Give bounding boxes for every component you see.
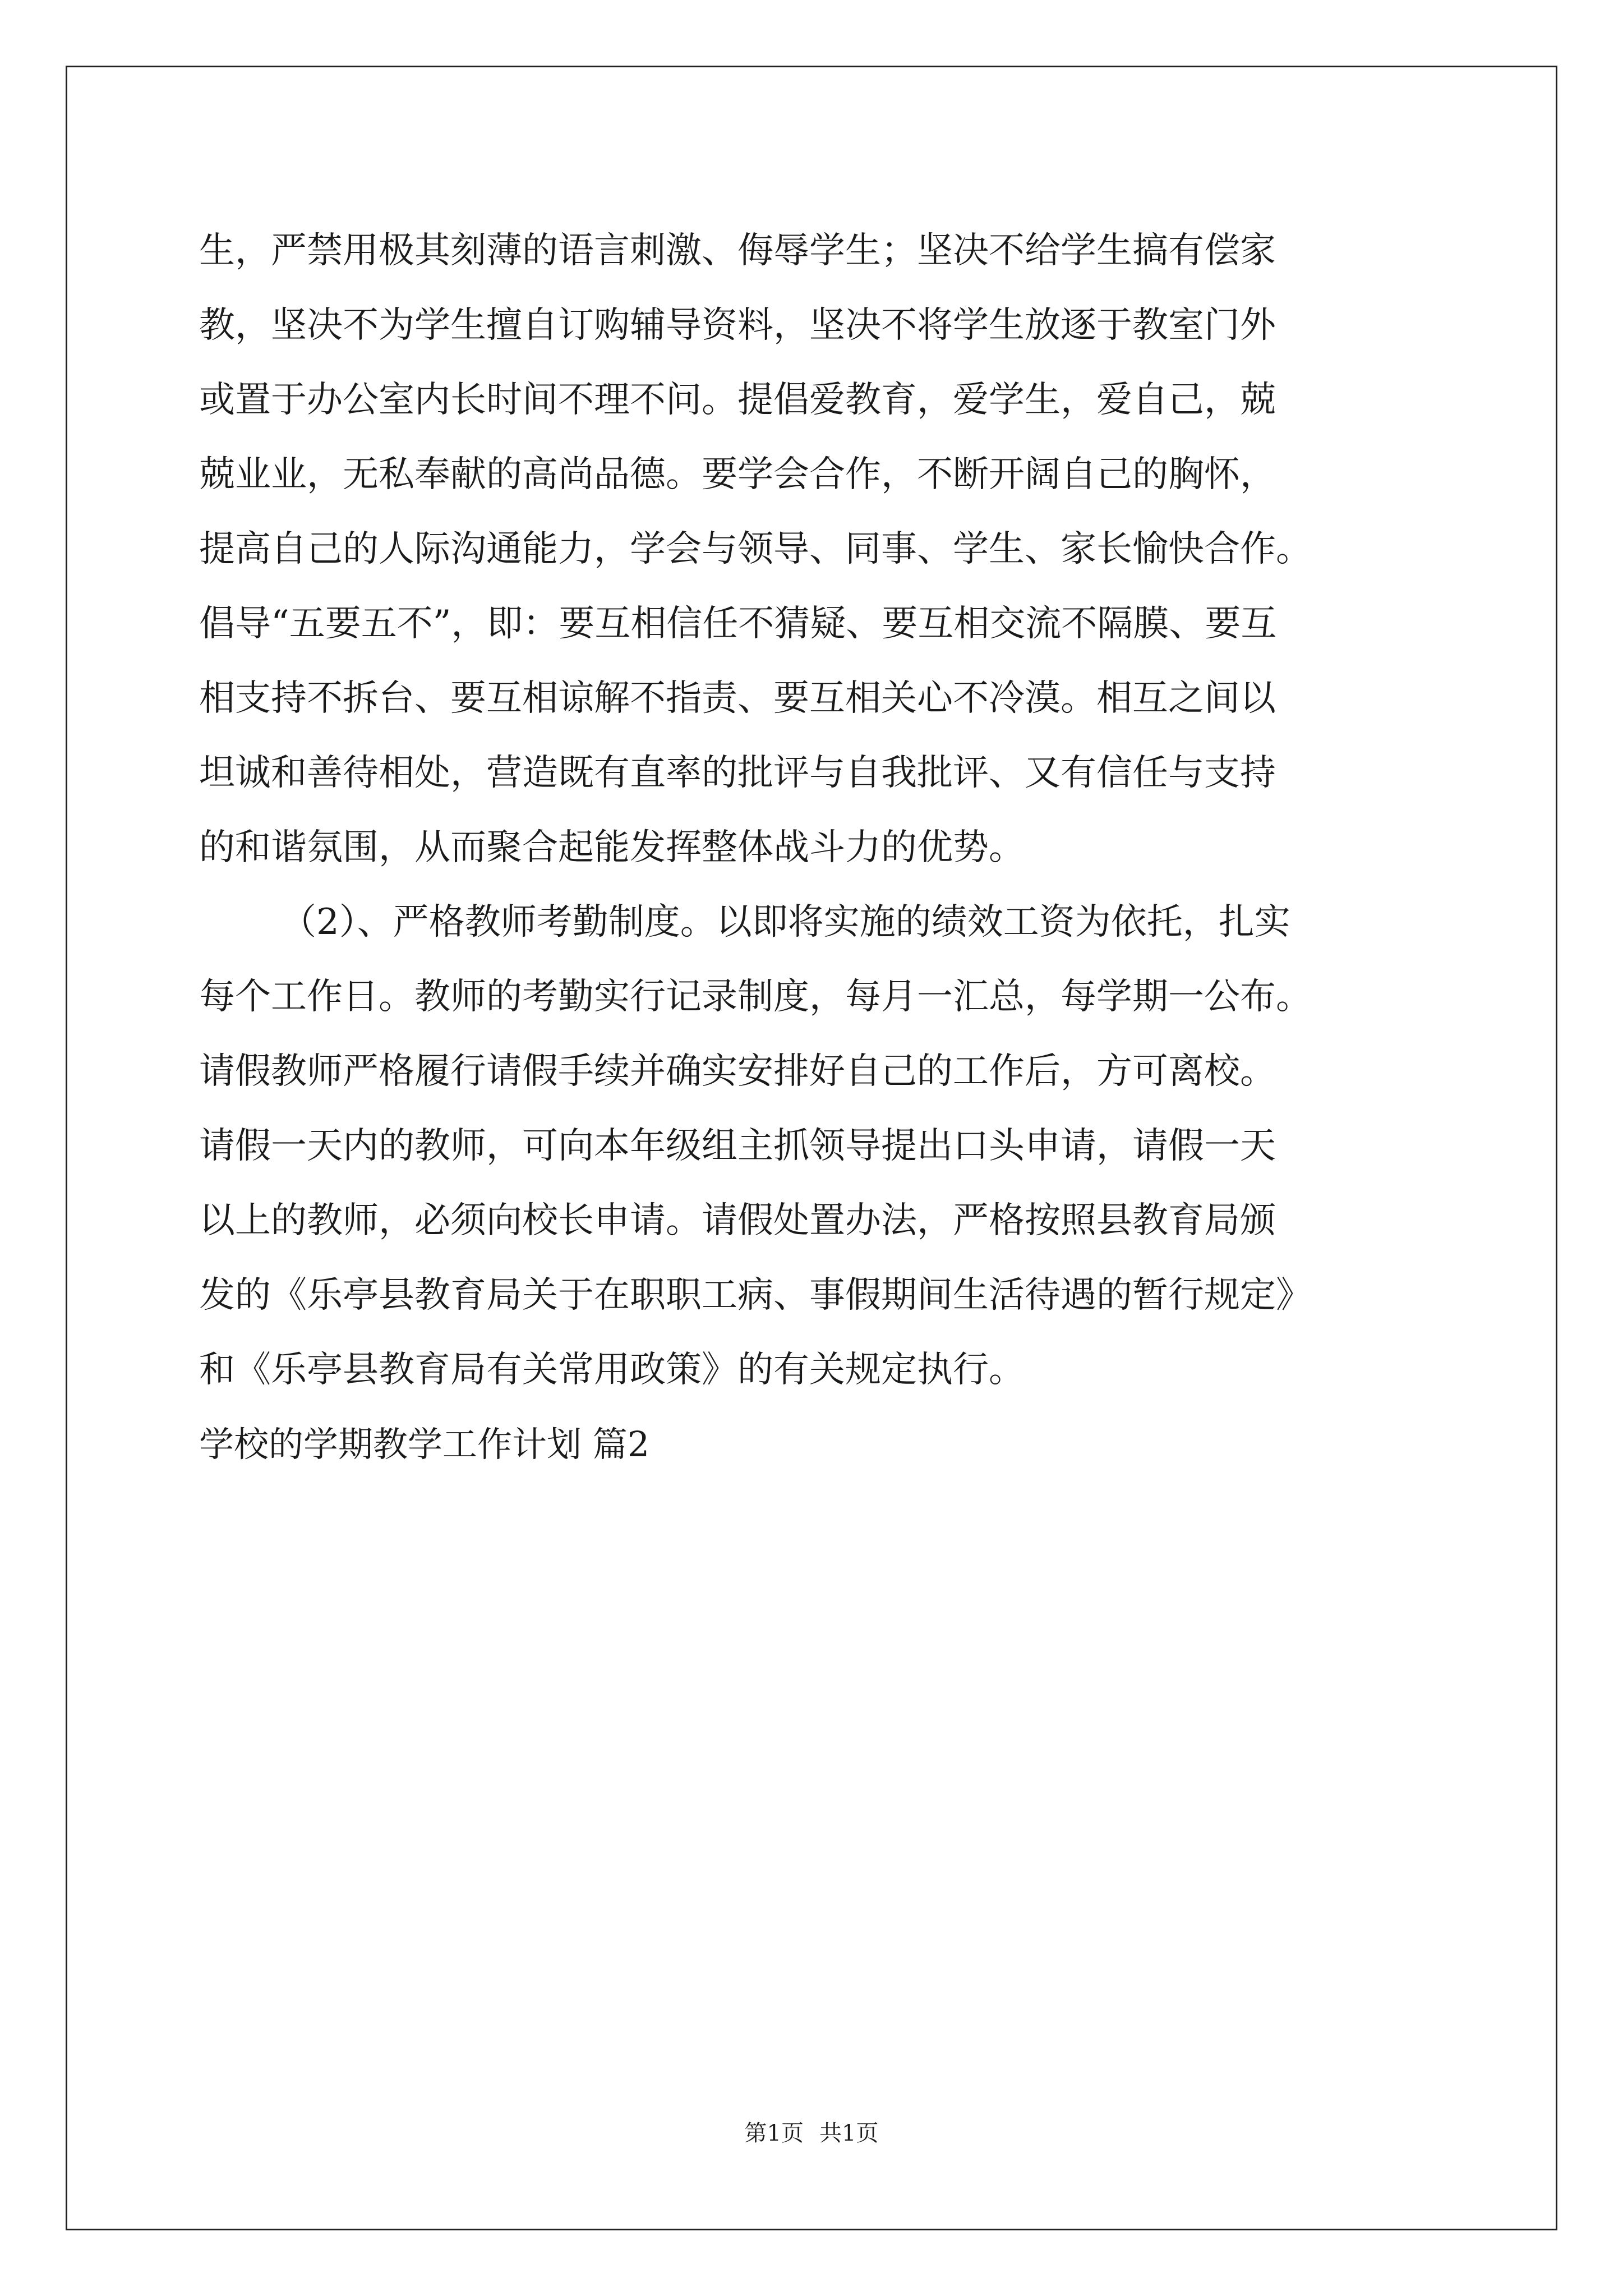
paragraph-line: 每个工作日。教师的考勤实行记录制度，每月一汇总，每学期一公布。 [199,976,1312,1018]
page-total: 共1页 [819,2120,879,2146]
paragraph-line: 请假教师严格履行请假手续并确实安排好自己的工作后，方可离校。 [199,1051,1276,1092]
page-footer [0,2119,1623,2147]
paragraph-line: 教，坚决不为学生擅自订购辅导资料，坚决不将学生放逐于教室门外 [199,305,1276,346]
paragraph-line: 倡导“五要五不”，即：要互相信任不猜疑、要互相交流不隔膜、要互 [199,603,1277,645]
paragraph-line: 或置于办公室内长时间不理不问。提倡爱教育，爱学生，爱自己，兢 [199,379,1276,421]
paragraph-line: （2）、严格教师考勤制度。以即将实施的绩效工资为依托，扎实 [280,901,1290,943]
paragraph-line: 坦诚和善待相处，营造既有直率的批评与自我批评、又有信任与支持 [199,752,1276,794]
paragraph-line: 发的《乐亭县教育局关于在职职工病、事假期间生活待遇的暂行规定》 [199,1274,1312,1316]
paragraph-line: 提高自己的人际沟通能力，学会与领导、同事、学生、家长愉快合作。 [199,528,1312,570]
section-heading: 学校的学期教学工作计划 篇2 [199,1424,650,1465]
paragraph-line: 的和谐氛围，从而聚合起能发挥整体战斗力的优势。 [199,827,1025,868]
paragraph-line: 以上的教师，必须向校长申请。请假处置办法，严格按照县教育局颁 [199,1200,1276,1241]
page-number: 第1页 [744,2120,804,2146]
paragraph-line: 生，严禁用极其刻薄的语言刺激、侮辱学生；坚决不给学生搞有偿家 [199,230,1276,272]
paragraph-line: 请假一天内的教师，可向本年级组主抓领导提出口头申请，请假一天 [199,1125,1276,1167]
paragraph-line: 相支持不拆台、要互相谅解不指责、要互相关心不冷漠。相互之间以 [199,678,1276,719]
paragraph-line: 兢业业，无私奉献的高尚品德。要学会合作，不断开阔自己的胸怀， [199,454,1276,495]
paragraph-line: 和《乐亭县教育局有关常用政策》的有关规定执行。 [199,1349,1025,1391]
